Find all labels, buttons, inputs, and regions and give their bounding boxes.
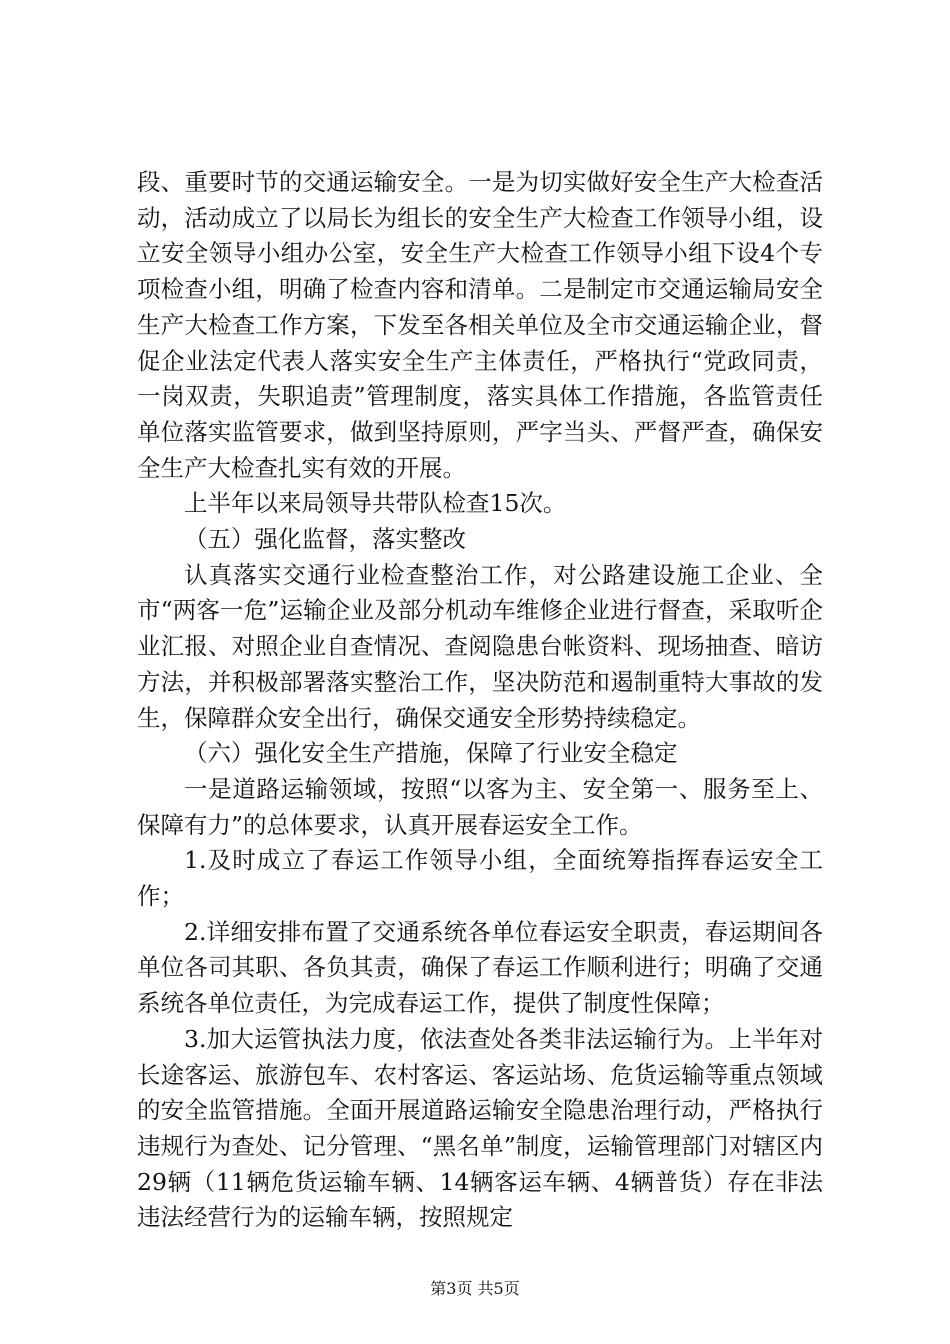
list-item-2: 2.详细安排布置了交通系统各单位春运安全职责，春运期间各单位各司其职、各负其责，确保了春运工作顺利进行；明确了交通系统各单位责任，为完成春运工作，提供了制度性保障； — [137, 917, 823, 1018]
list-item-1: 1.及时成立了春运工作领导小组，全面统筹指挥春运安全工作； — [137, 846, 823, 911]
paragraph-4: 认真落实交通行业检查整治工作，对公路建设施工企业、全市“两客一危”运输企业及部分机动车维修企业进行督查，采取听企业汇报、对照企业自查情况、查阅隐患台帐资料、现场抽查、暗访方法，并积极部署落实整治工作，坚决防范和遏制重特大事故的发生，保障群众安全出行，确保交通安全形势持续稳定。 — [137, 560, 823, 732]
paragraph-1: 段、重要时节的交通运输安全。一是为切实做好安全生产大检查活动，活动成立了以局长为组长的安全生产大检查工作领导小组，设立安全领导小组办公室，安全生产大检查工作领导小组下设4个专项检查小组，明确了检查内容和清单。二是制定市交通运输局安全生产大检查工作方案，下发至各相关单位及全市交通运输企业，督促企业法定代表人落实安全生产主体责任，严格执行“党政同责，一岗双责，失职追责”管理制度，落实具体工作措施，各监管责任单位落实监管要求，做到坚持原则，严字当头、严督严查，确保安全生产大检查扎实有效的开展。 — [137, 168, 823, 482]
paragraph-6: 一是道路运输领域，按照“以客为主、安全第一、服务至上、保障有力”的总体要求，认真开展春运安全工作。 — [137, 774, 823, 839]
section-heading-5: （五）强化监督，落实整改 — [184, 525, 466, 554]
document-body — [137, 165, 823, 1236]
paragraph-2: 上半年以来局领导共带队检查15次。 — [184, 489, 567, 518]
list-item-3: 3.加大运管执法力度，依法查处各类非法运输行为。上半年对长途客运、旅游包车、农村客运、客运站场、危货运输等重点领域的安全监管措施。全面开展道路运输安全隐患治理行动，严格执行违规行为查处、记分管理、“黑名单”制度，运输管理部门对辖区内29辆（11辆危货运输车辆、14辆客运车辆、4辆普货）存在非法违法经营行为的运输车辆，按照规定 — [137, 1024, 823, 1232]
section-heading-6: （六）强化安全生产措施，保障了行业安全稳定 — [184, 739, 678, 768]
page-number-footer: 第3页 共5页 — [430, 1279, 520, 1298]
